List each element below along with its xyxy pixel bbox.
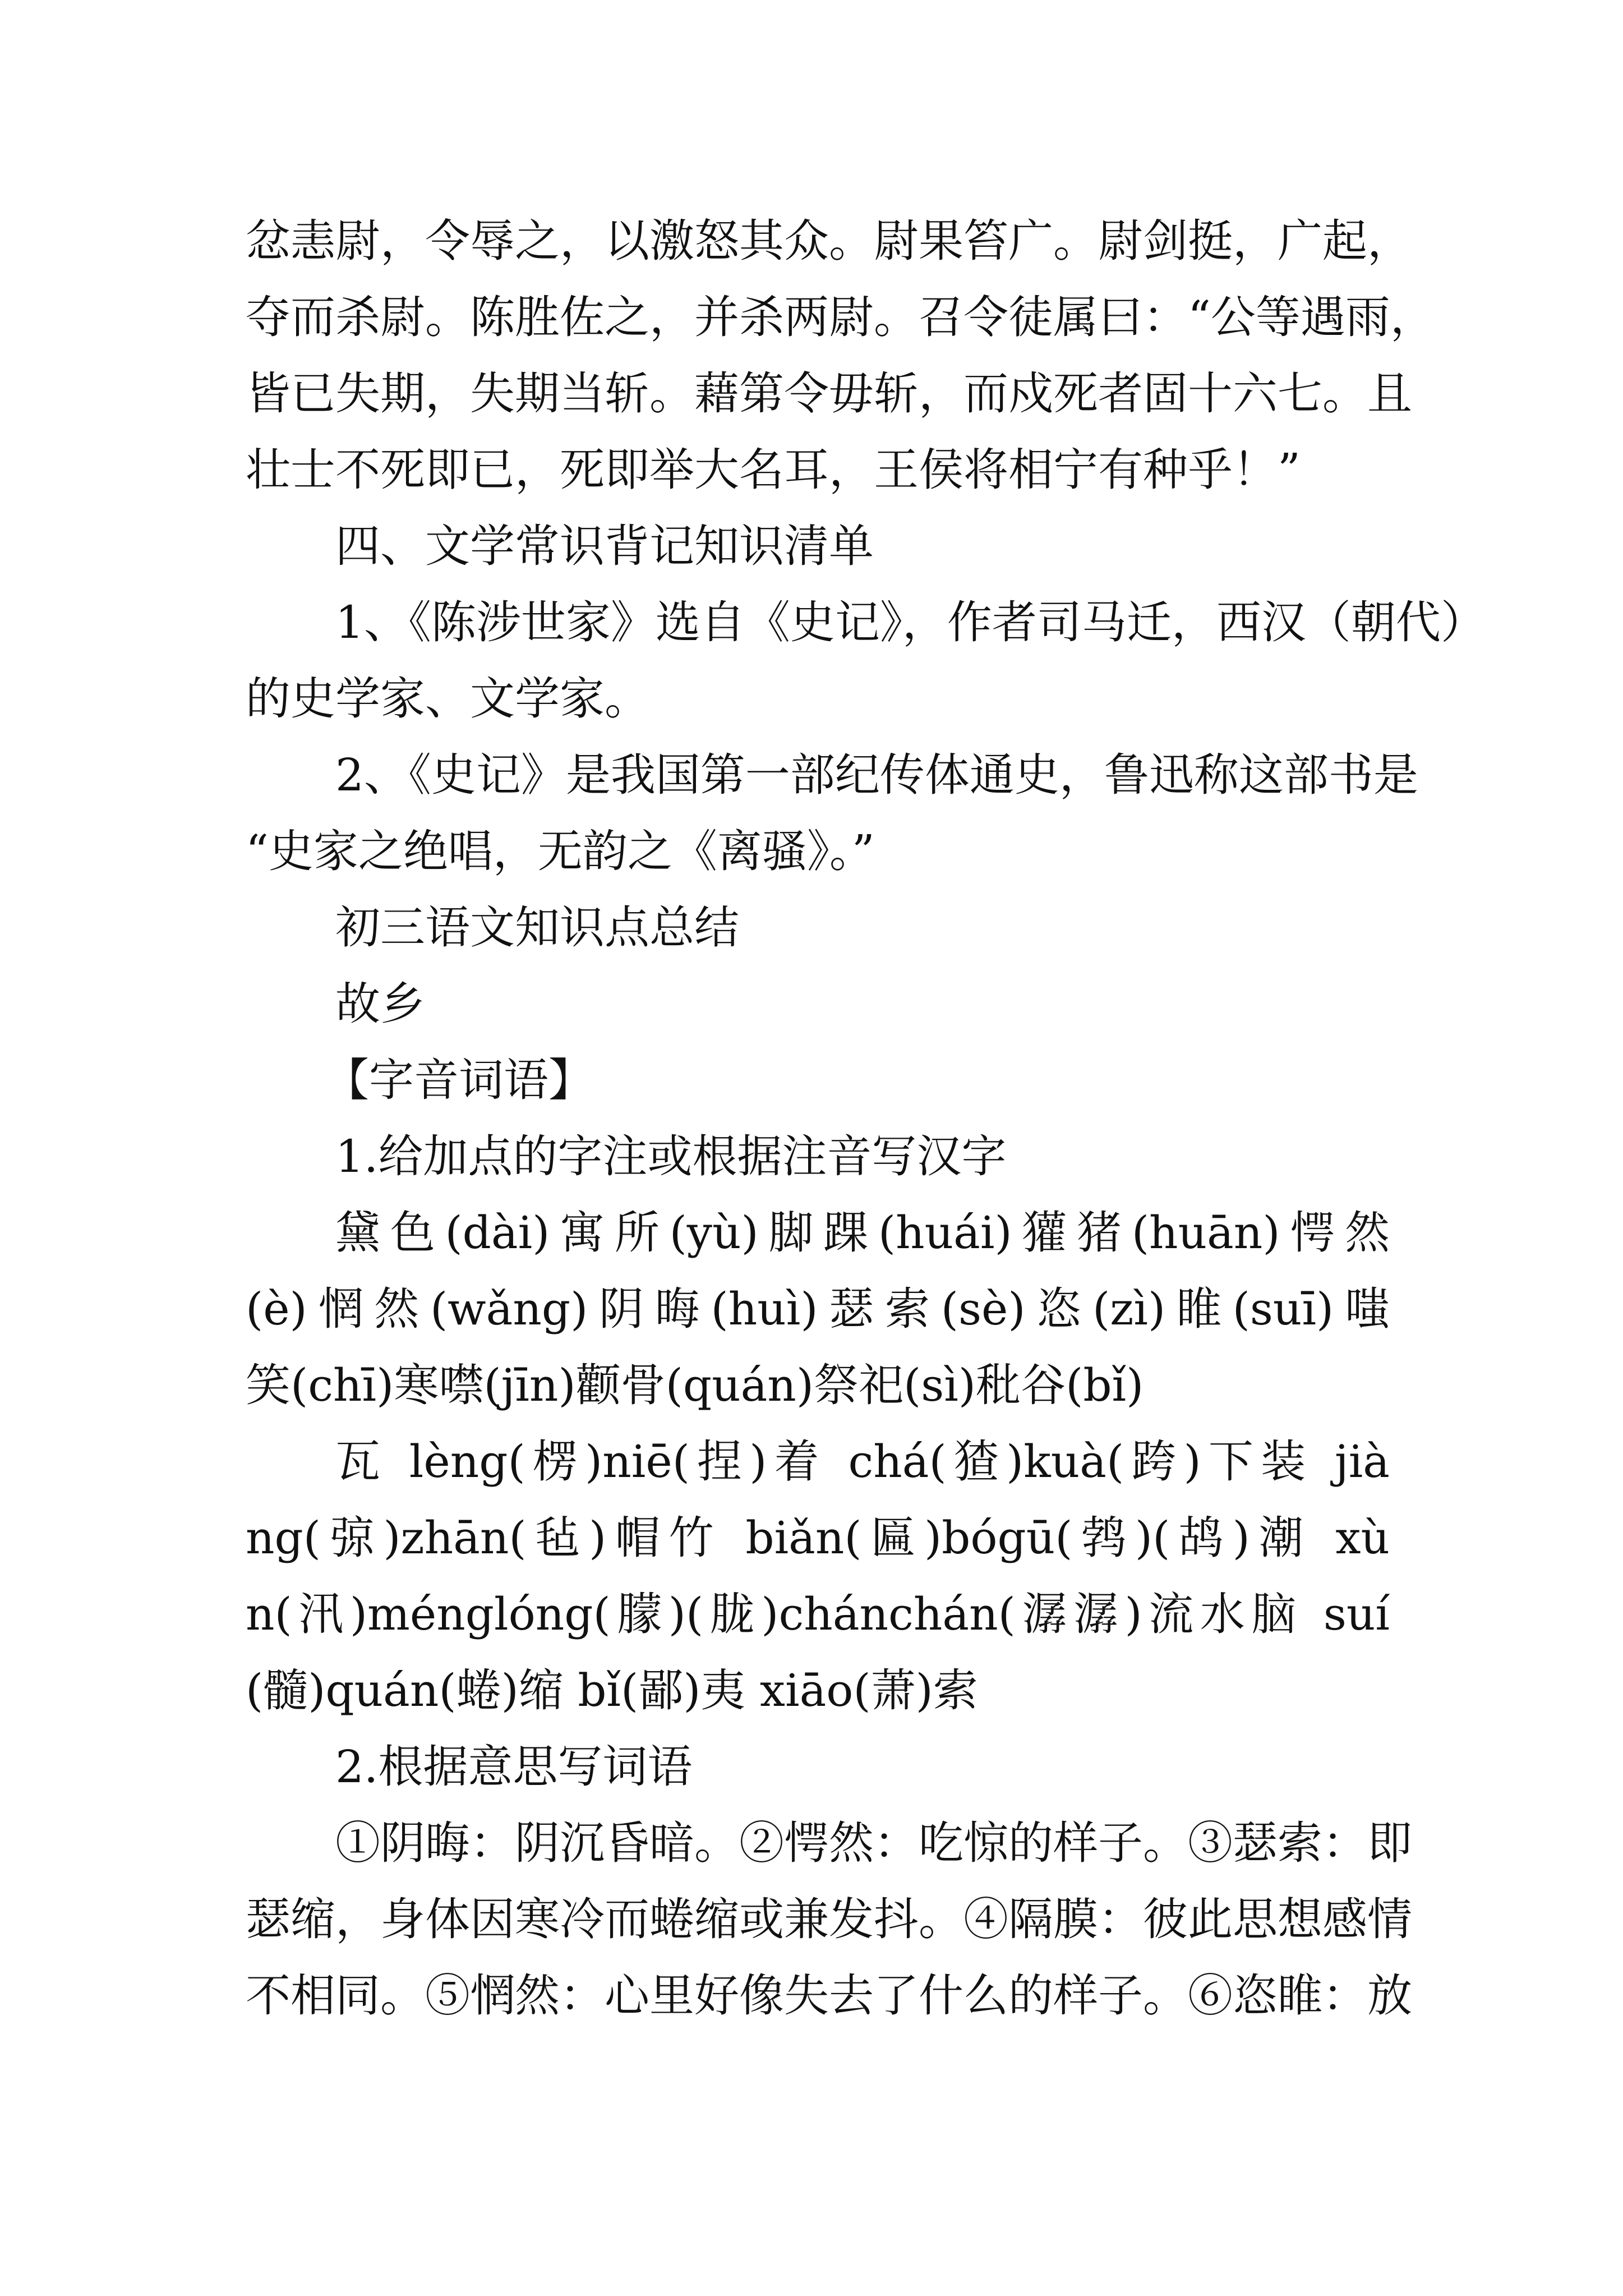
document-body [246, 203, 1486, 2034]
exercise-heading: 1.给加点的字注或根据注音写汉字 [335, 1130, 1007, 1182]
section-heading: 初三语文知识点总结 [335, 901, 739, 954]
section-heading: 四、文学常识背记知识清单 [335, 520, 874, 572]
text-line: 不相同。⑤惘然：心里好像失去了什么的样子。⑥恣睢：放 [246, 1970, 1412, 2022]
text-line: 夺而杀尉。陈胜佐之，并杀两尉。召令徒属曰：“公等遇雨， [246, 291, 1435, 343]
text-line: (髓)quán(蜷)缩 bǐ(鄙)夷 xiāo(萧)索 [246, 1664, 978, 1717]
exercise-heading: 2.根据意思写词语 [335, 1741, 693, 1793]
text-line: 瑟缩，身体因寒冷而蜷缩或兼发抖。④隔膜：彼此思想感情 [246, 1893, 1412, 1945]
text-line: 的史学家、文学家。 [246, 673, 649, 725]
text-line: 皆已失期，失期当斩。藉第令毋斩，而戍死者固十六七。且 [246, 367, 1412, 420]
text-line: 瓦 lèng(楞)niē(捏)着 chá(猹)kuà(跨)下装 jià [335, 1435, 1390, 1488]
text-line: 忿恚尉，令辱之，以激怒其众。尉果笞广。尉剑挺，广起， [246, 215, 1412, 267]
lesson-title: 故乡 [335, 978, 425, 1030]
subsection-heading: 【字音词语】 [324, 1054, 593, 1106]
text-line: ①阴晦：阴沉昏暗。②愕然：吃惊的样子。③瑟索：即 [335, 1817, 1412, 1869]
text-line: “史家之绝唱，无韵之《离骚》。” [246, 825, 875, 877]
text-line: (è)惘然(wǎng)阴晦(huì)瑟索(sè)恣(zì)睢(suī)嗤 [246, 1283, 1390, 1335]
text-line: ng(弶)zhān(毡)帽竹 biǎn(匾)bógū(鹁)(鸪)潮 xù [246, 1512, 1390, 1564]
text-line: 黛色(dài)寓所(yù)脚踝(huái)獾猪(huān)愕然 [335, 1207, 1390, 1259]
text-line: 2、《史记》是我国第一部纪传体通史，鲁迅称这部书是 [335, 749, 1418, 801]
text-line: 1、《陈涉世家》选自《史记》，作者司马迁，西汉（朝代） [335, 596, 1486, 648]
text-line: n(汛)ménglóng(朦)(胧)chánchán(潺潺)流水脑 suí [246, 1588, 1390, 1640]
text-line: 笑(chī)寒噤(jīn)颧骨(quán)祭祀(sì)秕谷(bǐ) [246, 1359, 1144, 1411]
text-line: 壮士不死即已，死即举大名耳，王侯将相宁有种乎！” [246, 444, 1301, 496]
